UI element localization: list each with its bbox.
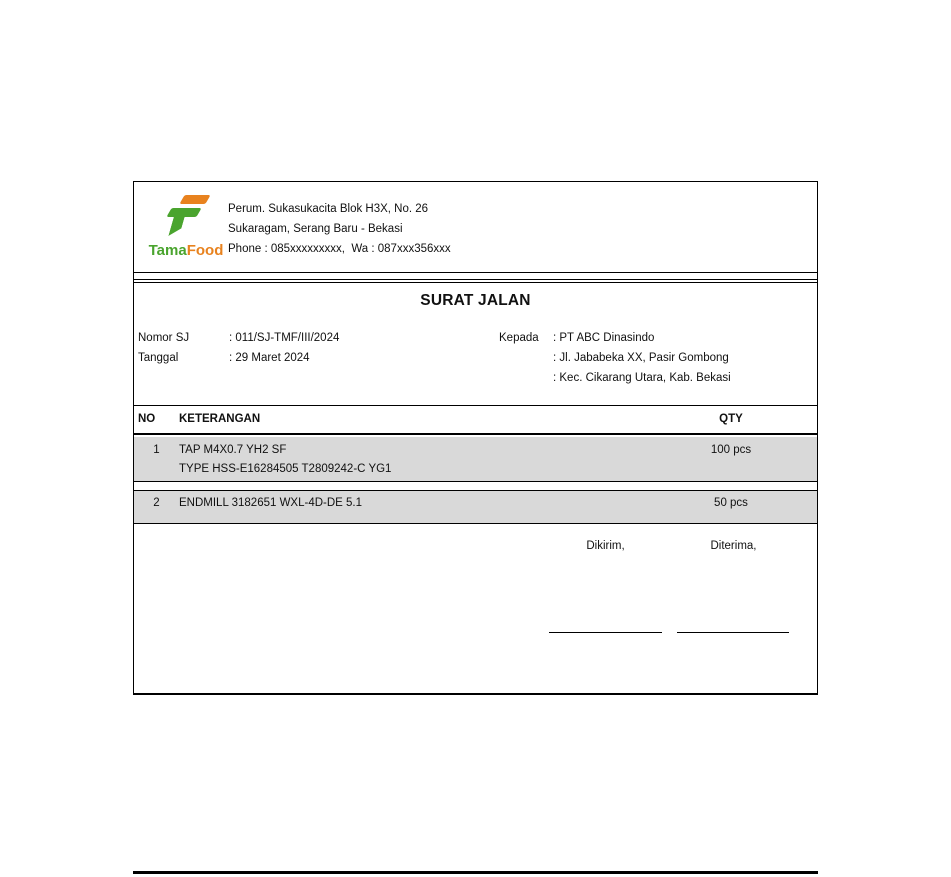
recipient-address-2: : Kec. Cikarang Utara, Kab. Bekasi (553, 372, 731, 384)
nomor-sj-label: Nomor SJ (138, 332, 190, 344)
tamafood-logo-icon (161, 194, 211, 240)
dikirim-signature-line (549, 632, 662, 633)
recipient-block (499, 328, 731, 388)
document-title: SURAT JALAN (420, 292, 531, 309)
col-header-qty: QTY (719, 413, 743, 425)
tanggal-value: : 29 Maret 2024 (229, 352, 310, 364)
col-header-spacer (773, 406, 817, 433)
diterima-label: Diterima, (710, 540, 757, 552)
row-gap (134, 482, 817, 490)
item-description (179, 441, 689, 479)
row-spacer (773, 494, 817, 523)
item-qty: 50 pcs (714, 497, 748, 509)
surat-jalan-document (133, 181, 818, 695)
header-divider-double-rule (134, 279, 817, 283)
item-description (179, 494, 689, 523)
col-header-keterangan: KETERANGAN (179, 413, 261, 425)
table-row (134, 490, 817, 524)
item-description-line-1: TAP M4X0.7 YH2 SF (179, 444, 287, 456)
address-line-2: Sukaragam, Serang Baru - Bekasi (228, 223, 403, 235)
kepada-label: Kepada (499, 332, 539, 344)
item-number: 1 (153, 444, 160, 456)
logo-orange-bar (179, 195, 210, 204)
address-line-1: Perum. Sukasukacita Blok H3X, No. 26 (228, 203, 429, 215)
tanggal-row (138, 348, 339, 368)
company-logo (147, 190, 225, 268)
brand-name (147, 242, 225, 259)
items-table (134, 405, 817, 524)
nomor-sj-row (138, 328, 339, 348)
address-line-3: Phone : 085xxxxxxxxx, Wa : 087xxx356xxx (228, 243, 451, 255)
diterima-signature-line (677, 632, 789, 633)
tanggal-label: Tanggal (138, 352, 179, 364)
table-header-row (134, 405, 817, 435)
item-description-line-1: ENDMILL 3182651 WXL-4D-DE 5.1 (179, 497, 363, 509)
table-row (134, 437, 817, 482)
recipient-lines (553, 328, 731, 388)
brand-name-tama: Tama (148, 242, 187, 259)
nomor-sj-value: : 011/SJ-TMF/III/2024 (229, 332, 340, 344)
company-header (134, 182, 817, 273)
item-number: 2 (153, 497, 160, 509)
recipient-name: : PT ABC Dinasindo (553, 332, 655, 344)
item-description-line-2: TYPE HSS-E16284505 T2809242-C YG1 (179, 463, 392, 475)
row-spacer (773, 441, 817, 479)
company-address (228, 199, 451, 259)
brand-name-food: Food (186, 242, 224, 259)
document-number-block (138, 328, 339, 368)
recipient-address-1: : Jl. Jababeka XX, Pasir Gombong (553, 352, 729, 364)
col-header-no: NO (138, 413, 156, 425)
next-page-top-edge (133, 871, 818, 874)
item-qty: 100 pcs (710, 444, 752, 456)
dikirim-label: Dikirim, (586, 540, 625, 552)
